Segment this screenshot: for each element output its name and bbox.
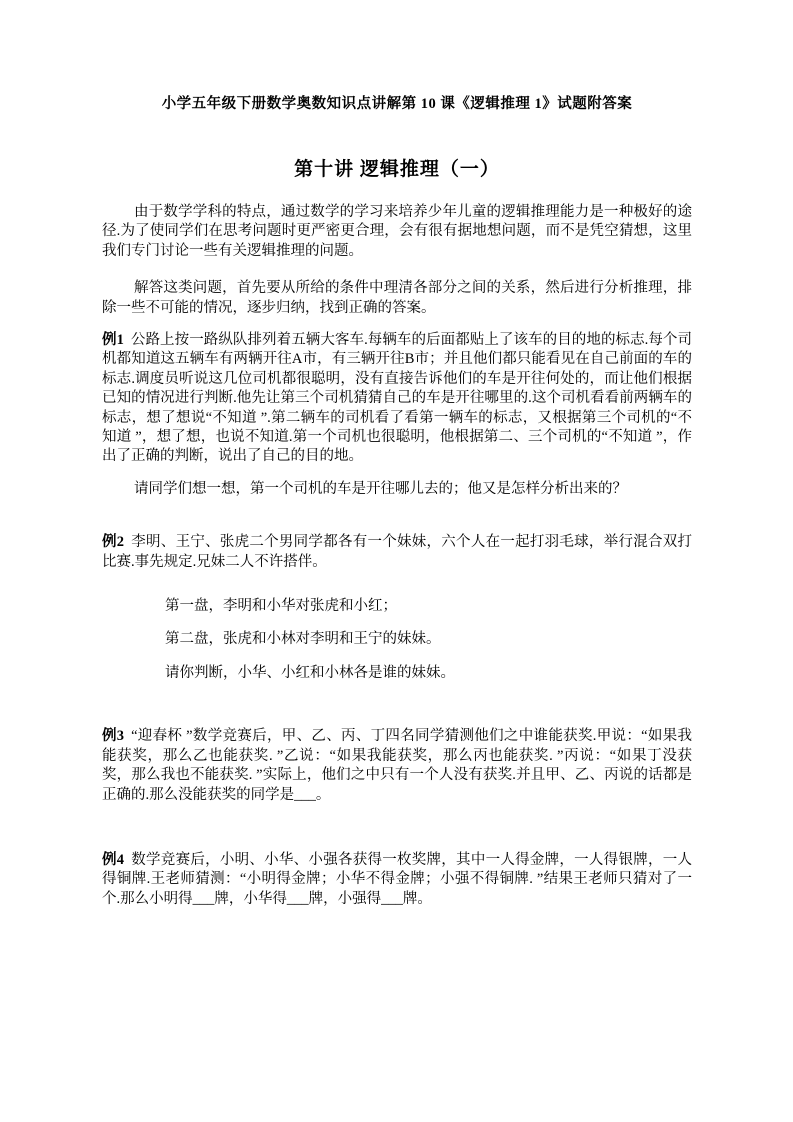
example-4-paragraph	[102, 851, 692, 909]
example-1-label: 例1	[102, 332, 124, 349]
example-2-round-2: 第二盘，张虎和小林对李明和王宁的妹妹。	[165, 630, 441, 647]
example-3-label: 例3	[102, 728, 125, 745]
section-heading: 第十讲 逻辑推理（一）	[294, 159, 500, 180]
example-2-text: 李明、王宁、张虎二个男同学都各有一个妹妹，六个人在一起打羽毛球，举行混合双打比赛.事先规定.兄妹二人不许搭伴。	[102, 534, 692, 570]
example-1-text: 公路上按一路纵队排列着五辆大客车.每辆车的后面都贴上了该车的目的地的标志.每个司机都知道这五辆车有两辆开往A市，有三辆开往B市；并且他们都只能看见在自己前面的车的标志.调度员听说这几位司机都很聪明，没有直接告诉他们的车是开往何处的，而让他们根据已知的情况进行判断.他先让第三个司机猜猜自己的车是开往哪里的.这个司机看看前两辆车的标志，想了想说“不知道 ”.第二辆车的司机看了看第一辆车的标志，又根据第三个司机的“不知道 ”，想了想，也说不知道.第一个司机也很聪明，他根据第二、三个司机的“不知道 ”，作出了正确的判断，说出了自己的目的地。	[102, 332, 693, 465]
example-2-judge-question: 请你判断，小华、小红和小林各是谁的妹妹。	[165, 664, 455, 681]
example-2-paragraph	[102, 533, 692, 572]
example-3-text: “迎春杯 ”数学竞赛后，甲、乙、丙、丁四名同学猜测他们之中谁能获奖.甲说：“如果我能获奖，那么乙也能获奖. ”乙说：“如果我能获奖，那么丙也能获奖. ”丙说：“如果丁没获奖，那么我也不能获奖. ”实际上，他们之中只有一个人没有获奖.并且甲、乙、丙说的话都是正确的.那么没能获奖的同学是___。	[102, 728, 692, 803]
doc-title: 小学五年级下册数学奥数知识点讲解第 10 课《逻辑推理 1》试题附答案	[161, 96, 633, 112]
example-1-question: 请同学们想一想，第一个司机的车是开往哪儿去的；他又是怎样分析出来的？	[134, 480, 627, 497]
example-2-label: 例2	[102, 534, 125, 551]
example-1-paragraph	[102, 331, 692, 467]
example-3-paragraph	[102, 727, 692, 805]
example-2-round-1: 第一盘，李明和小华对张虎和小红；	[165, 598, 397, 615]
example-4-label: 例4	[102, 851, 125, 868]
intro-paragraph-2: 解答这类问题，首先要从所给的条件中理清各部分之间的关系，然后进行分析推理，排除一些不可能的情况，逐步归纳，找到正确的答案。	[102, 280, 692, 316]
example-4-text: 数学竞赛后，小明、小华、小强各获得一枚奖牌，其中一人得金牌，一人得银牌，一人得铜牌.王老师猜测：“小明得金牌；小华不得金牌；小强不得铜牌. ”结果王老师只猜对了一个.那么小明得___牌，小华得___牌，小强得___牌。	[102, 851, 692, 907]
intro-paragraph-1: 由于数学学科的特点，通过数学的学习来培养少年儿童的逻辑推理能力是一种极好的途径.为了使同学们在思考问题时更严密更合理，会有很有据地想问题，而不是凭空猜想，这里我们专门讨论一些有关逻辑推理的问题。	[102, 204, 692, 259]
